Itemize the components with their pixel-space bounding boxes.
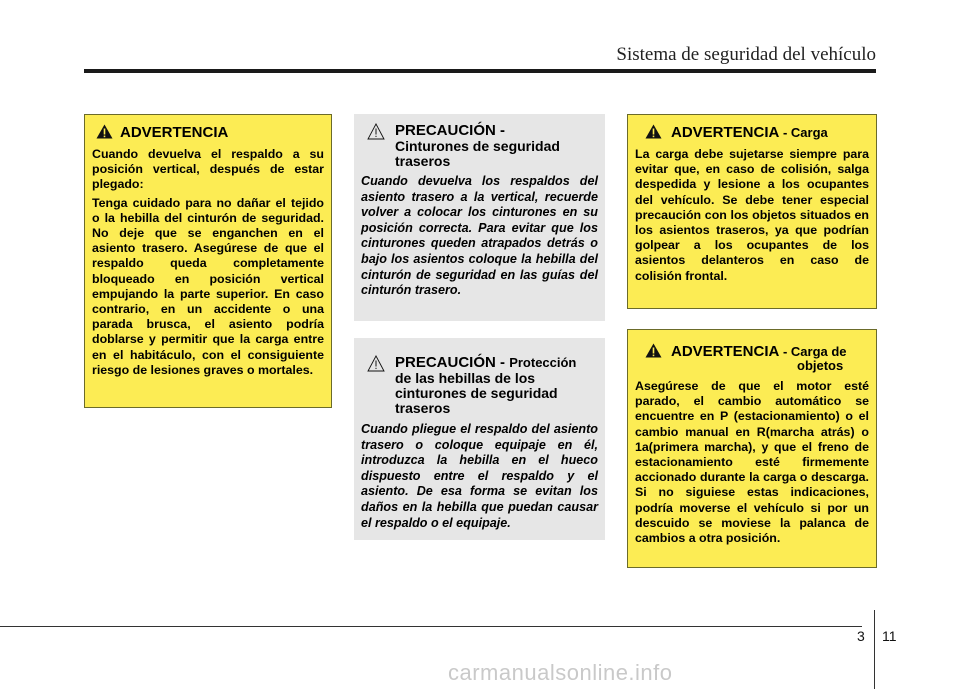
warning-triangle-icon — [645, 343, 662, 358]
caution-title-suffix: Protección — [509, 355, 577, 370]
page-header-title: Sistema de seguridad del vehículo — [616, 44, 876, 65]
warning-paragraph: Cuando devuelva el respaldo a su posición vertical, después de estar plegado: — [92, 147, 324, 192]
caution-body: Cuando pliegue el respaldo del asiento trasero o coloque equipaje en él, introduzca la hebilla en el hueco dispuesto entre el respaldo y el asiento. De esa forma se evitan los daños en la hebilla que puedan causar el respaldo o el equipaje. — [361, 422, 598, 530]
caution-title — [361, 355, 598, 371]
warning-triangle-icon — [96, 124, 113, 139]
caution-subtitle-line: de las hebillas de los — [395, 370, 536, 386]
warning-box-cargo — [627, 114, 877, 309]
caution-subtitle-line: cinturones de seguridad — [395, 385, 558, 401]
caution-box-buckle-protection — [354, 338, 605, 540]
warning-title — [635, 344, 869, 360]
header-rule — [84, 69, 876, 73]
warning-body: La carga debe sujetarse siempre para evitar que, en caso de colisión, salga despedida y lesione a los ocupantes del vehículo. Se debe tener especial precaución con los objetos situados en los asientos traseros, ya que podrían golpear a los ocupantes de los asientos delanteros en caso de colisión frontal. — [635, 147, 869, 283]
warning-paragraph: Tenga cuidado para no dañar el tejido o la hebilla del cinturón de seguridad. No deje que se enganchen en el asiento trasero. Asegúrese de que el respaldo queda completamente bloqueado en posición vertical empujando la parte superior. En caso contrario, en un accidente o una parada brusca, el asiento podría doblarse y permitir que la carga entre en el habitáculo, con el consiguiente riesgo de lesiones graves o mortales. — [92, 195, 324, 377]
warning-box-seatback — [84, 114, 332, 408]
warning-title-suffix-line2: objetos — [797, 358, 844, 373]
chapter-number: 3 — [857, 628, 865, 644]
warning-title-suffix: - Carga — [782, 125, 828, 140]
warning-title-text: ADVERTENCIA — [671, 343, 779, 360]
caution-subtitle-line: traseros — [395, 153, 451, 169]
caution-subtitle-line: Cinturones de seguridad — [395, 138, 560, 154]
caution-title-text: PRECAUCIÓN - — [395, 354, 506, 371]
warning-title-text: ADVERTENCIA — [120, 124, 229, 141]
warning-title-text: ADVERTENCIA — [671, 124, 779, 141]
warning-body — [92, 147, 324, 378]
warning-triangle-icon — [645, 124, 662, 139]
footer-divider — [874, 610, 875, 689]
warning-title-suffix: - Carga de — [782, 344, 847, 359]
caution-box-rear-seatbelts — [354, 114, 605, 321]
watermark: carmanualsonline.info — [448, 660, 673, 685]
caution-subtitle-line: traseros — [395, 400, 451, 416]
warning-box-loading-objects — [627, 329, 877, 568]
footer-rule-left — [0, 626, 862, 627]
caution-triangle-icon — [367, 355, 385, 372]
caution-title-text: PRECAUCIÓN - — [395, 122, 506, 139]
warning-body: Asegúrese de que el motor esté parado, el cambio automático se encuentre en P (estacionamiento) o el cambio manual en R(marcha atrás) o 1a(primera marcha), y que el freno de estacionamiento esté firmemente accionado durante la carga o descarga. Si no siguiese estas indicaciones, podría moverse el vehículo si por un descuido se moviese la palanca de cambios a otra posición. — [635, 379, 869, 546]
warning-title — [635, 125, 869, 141]
warning-title — [92, 125, 324, 141]
caution-title — [361, 123, 598, 139]
caution-triangle-icon — [367, 123, 385, 140]
page-number: 11 — [882, 628, 897, 644]
caution-body: Cuando devuelva los respaldos del asiento trasero a la vertical, recuerde volver a colocar los cinturones en su posición correcta. Para evitar que los cinturones queden atrapados detrás o bajo los asientos coloque la hebilla del cinturón de seguridad en las guías del cinturón trasero. — [361, 174, 598, 298]
